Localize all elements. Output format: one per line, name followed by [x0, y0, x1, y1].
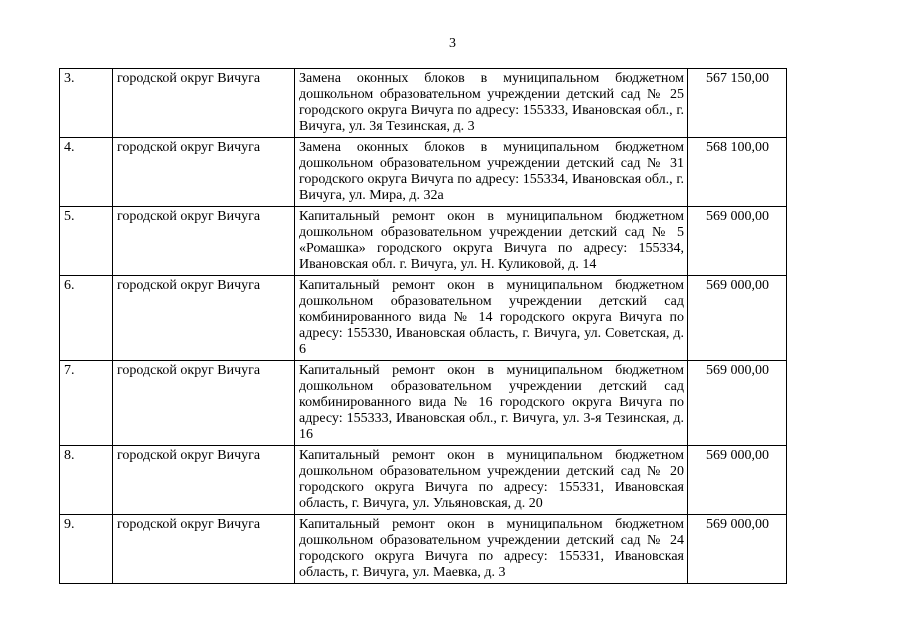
- row-number: 4.: [60, 138, 113, 207]
- row-number: 3.: [60, 69, 113, 138]
- row-amount: 569 000,00: [688, 446, 787, 515]
- row-municipality: городской округ Вичуга: [113, 361, 295, 446]
- row-number: 5.: [60, 207, 113, 276]
- table-row: [60, 138, 787, 207]
- row-description: Замена оконных блоков в муниципальном бюджетном дошкольном образовательном учреждении детский сад № 31 городского округа Вичуга по адресу: 155334, Ивановская обл., г. Вичуга, ул. Мира, д. 32а: [295, 138, 688, 207]
- objects-table: [59, 68, 787, 584]
- page-number: 3: [449, 36, 456, 51]
- row-amount: 567 150,00: [688, 69, 787, 138]
- table-row: [60, 515, 787, 584]
- row-number: 8.: [60, 446, 113, 515]
- row-amount: 569 000,00: [688, 207, 787, 276]
- row-description: Капитальный ремонт окон в муниципальном бюджетном дошкольном образовательном учреждении детский сад № 20 городского округа Вичуга по адресу: 155331, Ивановская область, г. Вичуга, ул. Ульяновская, д. 20: [295, 446, 688, 515]
- row-description: Капитальный ремонт окон в муниципальном бюджетном дошкольном образовательном учреждении детский сад комбинированного вида № 16 городского округа Вичуга по адресу: 155333, Ивановская обл., г. Вичуга, ул. 3-я Тезинская, д. 16: [295, 361, 688, 446]
- table-row: [60, 446, 787, 515]
- row-municipality: городской округ Вичуга: [113, 207, 295, 276]
- row-municipality: городской округ Вичуга: [113, 276, 295, 361]
- table-row: [60, 276, 787, 361]
- row-number: 6.: [60, 276, 113, 361]
- row-municipality: городской округ Вичуга: [113, 515, 295, 584]
- table-row: [60, 361, 787, 446]
- row-description: Капитальный ремонт окон в муниципальном бюджетном дошкольном образовательном учреждении детский сад № 5 «Ромашка» городского округа Вичуга по адресу: 155334, Ивановская обл. г. Вичуга, ул. Н. Куликовой, д. 14: [295, 207, 688, 276]
- row-municipality: городской округ Вичуга: [113, 138, 295, 207]
- row-number: 9.: [60, 515, 113, 584]
- row-municipality: городской округ Вичуга: [113, 69, 295, 138]
- table-row: [60, 69, 787, 138]
- table-row: [60, 207, 787, 276]
- row-municipality: городской округ Вичуга: [113, 446, 295, 515]
- row-description: Капитальный ремонт окон в муниципальном бюджетном дошкольном образовательном учреждении детский сад № 24 городского округа Вичуга по адресу: 155331, Ивановская область, г. Вичуга, ул. Маевка, д. 3: [295, 515, 688, 584]
- row-amount: 568 100,00: [688, 138, 787, 207]
- row-amount: 569 000,00: [688, 515, 787, 584]
- row-amount: 569 000,00: [688, 276, 787, 361]
- row-amount: 569 000,00: [688, 361, 787, 446]
- row-description: Капитальный ремонт окон в муниципальном бюджетном дошкольном образовательном учреждении детский сад комбинированного вида № 14 городского округа Вичуга по адресу: 155330, Ивановская область, г. Вичуга, ул. Советская, д. 6: [295, 276, 688, 361]
- row-description: Замена оконных блоков в муниципальном бюджетном дошкольном образовательном учреждении детский сад № 25 городского округа Вичуга по адресу: 155333, Ивановская обл., г. Вичуга, ул. 3я Тезинская, д. 3: [295, 69, 688, 138]
- row-number: 7.: [60, 361, 113, 446]
